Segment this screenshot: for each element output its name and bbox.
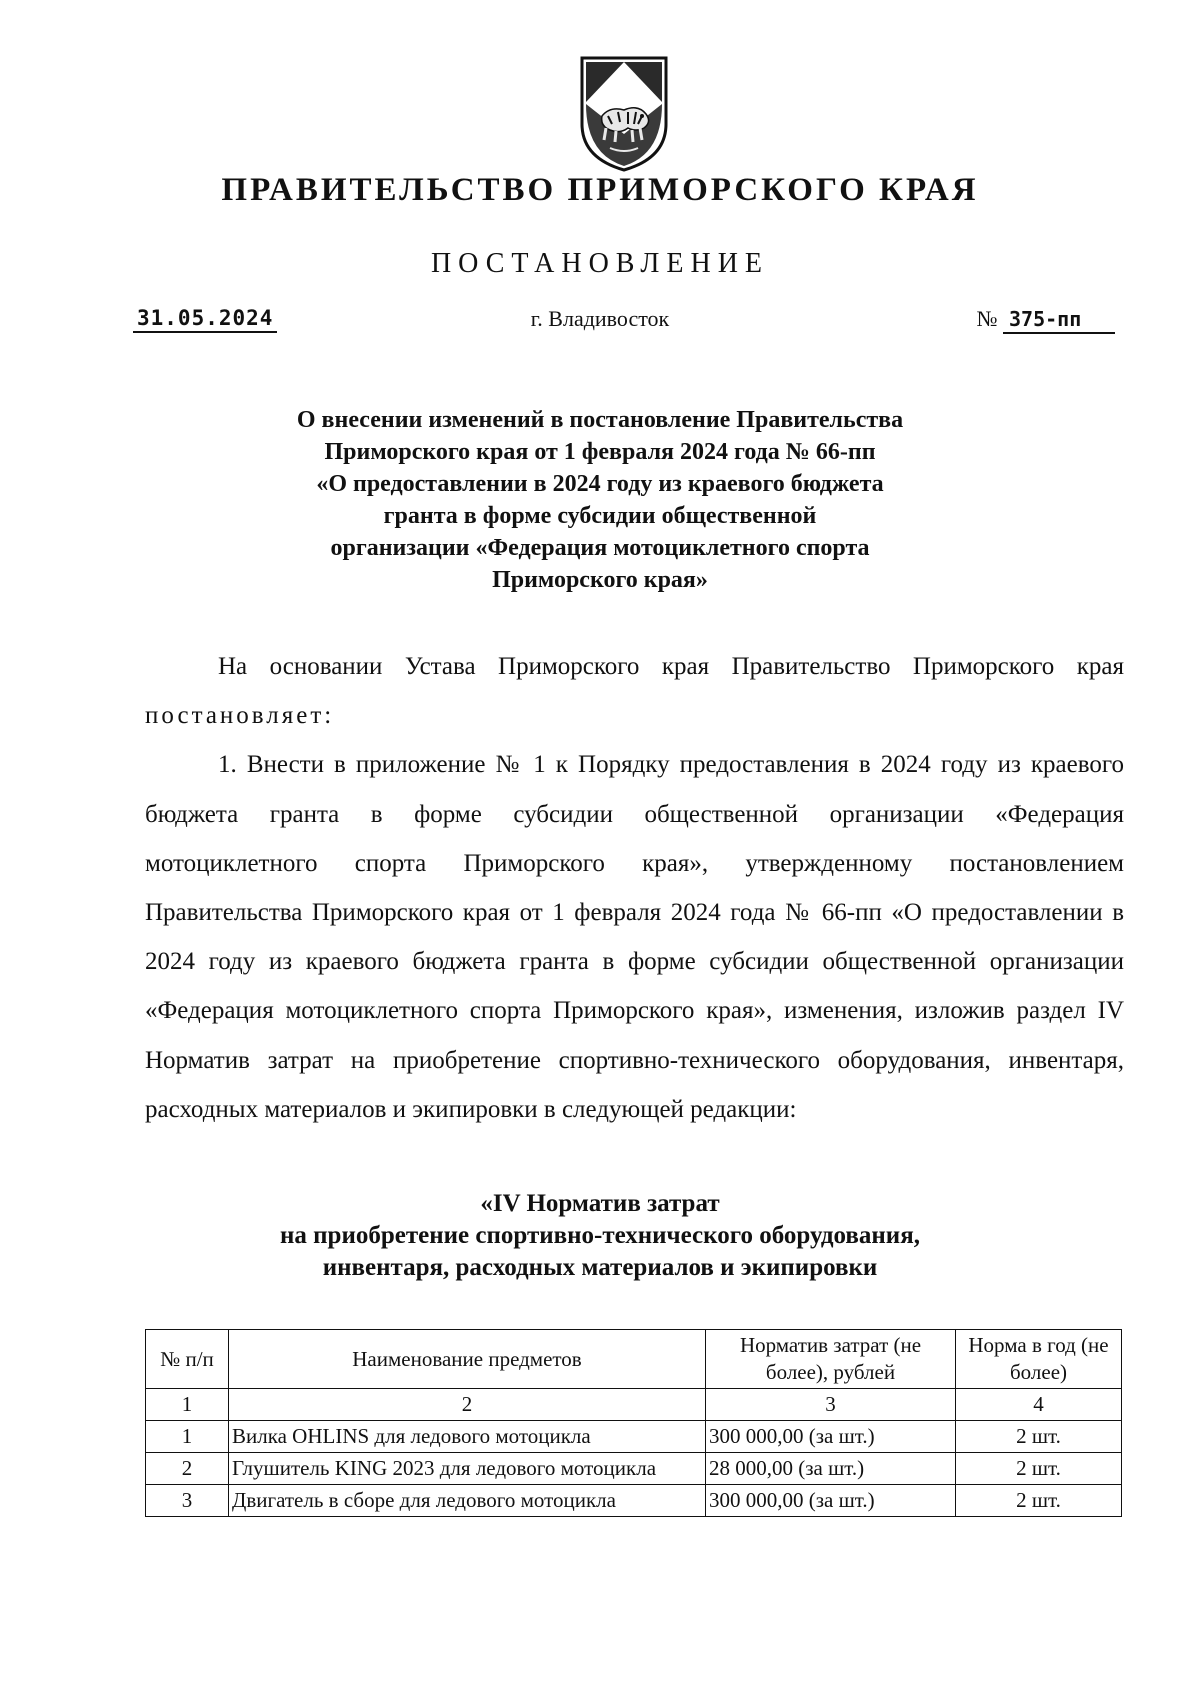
document-date: 31.05.2024 [133,306,277,333]
number-value: 375-пп [1003,307,1115,334]
table-row [146,1485,1122,1517]
table-row [146,1453,1122,1485]
table-header-row [146,1330,1122,1389]
subject-line: О внесении изменений в постановление Правительства [296,407,904,433]
section-heading [0,1188,1200,1284]
subject-line: организации «Федерация мотоциклетного спорта [330,535,870,561]
column-number: 3 [706,1389,956,1421]
row-norm: 2 шт. [956,1453,1122,1485]
header-cost: Норматив затрат (не более), рублей [706,1330,956,1389]
row-norm: 2 шт. [956,1485,1122,1517]
subject-line: гранта в форме субсидии общественной [383,503,817,529]
section-title: «IV Норматив затрат [480,1190,720,1217]
header-norm: Норма в год (не более) [956,1330,1122,1389]
subject-line: Приморского края от 1 февраля 2024 года № 66-пп [324,439,876,465]
preamble-verb: постановляет: [145,702,335,730]
row-name: Двигатель в сборе для ледового мотоцикла [229,1485,706,1517]
row-number: 1 [146,1421,229,1453]
subject-line: Приморского края» [492,567,708,593]
row-cost: 300 000,00 (за шт.) [706,1421,956,1453]
government-title: ПРАВИТЕЛЬСТВО ПРИМОРСКОГО КРАЯ [221,172,979,208]
row-number: 3 [146,1485,229,1517]
item-1-paragraph: 1. Внести в приложение № 1 к Порядку предоставления в 2024 году из краевого бюджета гранта в форме субсидии общественной организации «Федерация мотоциклетного спорта Приморского края», утвержденному постановлением Правительства Приморского края от 1 февраля 2024 года № 66-пп «О предоставлении в 2024 году из краевого бюджета гранта в форме субсидии общественной организации «Федерация мотоциклетного спорта Приморского края», изменения, изложив раздел IV Норматив затрат на приобретение спортивно-технического оборудования, инвентаря, расходных материалов и экипировки в следующей редакции: [145,751,1124,1123]
document-body [145,642,1124,1134]
column-number: 4 [956,1389,1122,1421]
subject-line: «О предоставлении в 2024 году из краевого бюджета [316,471,884,497]
document-number [977,306,1116,334]
table-row [146,1421,1122,1453]
row-name: Вилка OHLINS для ледового мотоцикла [229,1421,706,1453]
preamble-paragraph [145,642,1124,740]
header-number: № п/п [146,1330,229,1389]
document-city: г. Владивосток [530,306,670,331]
row-name: Глушитель KING 2023 для ледового мотоцикла [229,1453,706,1485]
row-cost: 300 000,00 (за шт.) [706,1485,956,1517]
section-title-line: инвентаря, расходных материалов и экипировки [322,1254,878,1281]
column-number: 1 [146,1389,229,1421]
norms-table [145,1329,1122,1517]
header-name: Наименование предметов [229,1330,706,1389]
row-cost: 28 000,00 (за шт.) [706,1453,956,1485]
row-norm: 2 шт. [956,1421,1122,1453]
document-type: ПОСТАНОВЛЕНИЕ [430,248,770,279]
primorsky-coat-of-arms-icon [576,54,672,172]
document-subject [0,404,1200,596]
row-number: 2 [146,1453,229,1485]
column-number: 2 [229,1389,706,1421]
number-label: № [976,306,998,331]
preamble-text: На основании Устава Приморского края Правительство Приморского края [218,653,1124,680]
section-title-line: на приобретение спортивно-технического оборудования, [279,1222,920,1249]
column-number-row [146,1389,1122,1421]
